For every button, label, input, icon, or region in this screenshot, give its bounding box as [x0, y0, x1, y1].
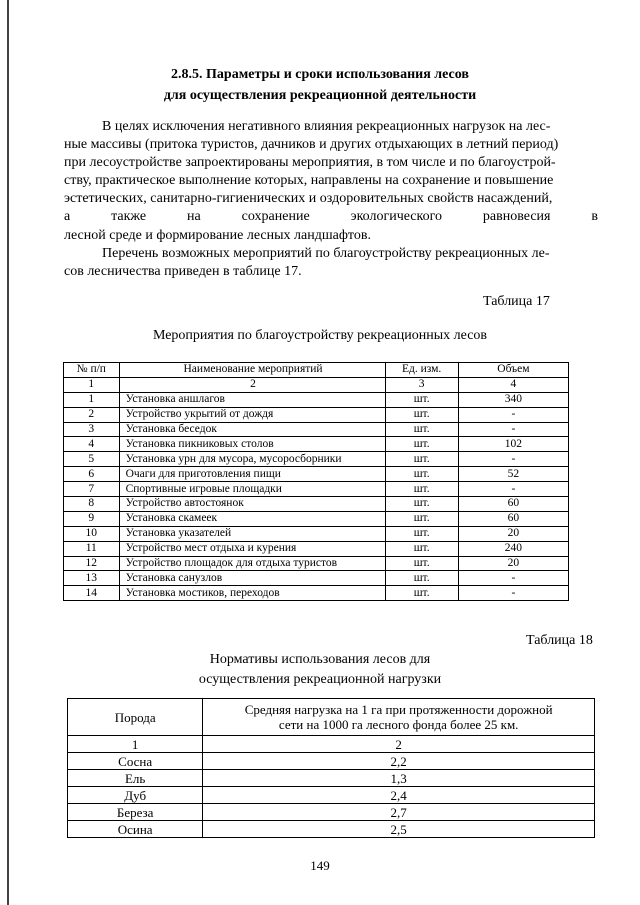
- paragraph-1-line-4: ству, практическое выполнение которых, направлены на сохранение и повышение: [64, 173, 554, 189]
- table-17-cell-name: Устройство укрытий от дождя: [119, 407, 385, 422]
- table-17-header-row: [64, 363, 569, 378]
- paragraph-1-line-3: при лесоустройстве запроектированы мероприятия, в том числе и по благоустрой-: [64, 155, 556, 171]
- table-17-cell-num: 1: [64, 392, 120, 407]
- table-17-cell-num: 2: [64, 407, 120, 422]
- table-17-cell-num: 12: [64, 556, 120, 571]
- table-17-cell-volume: 60: [458, 511, 568, 526]
- table-17-cell-name: Установка санузлов: [119, 571, 385, 586]
- spread-word: экологического: [350, 209, 442, 225]
- column-number: 3: [385, 377, 458, 392]
- table-18-caption-line-1: Нормативы использования лесов для: [209, 652, 431, 667]
- table-18-cell-breed: Сосна: [68, 753, 203, 770]
- column-number: 4: [458, 377, 568, 392]
- table-18-label: Таблица 18: [526, 633, 593, 648]
- table-18-cell-load: 2,2: [203, 753, 595, 770]
- table-17-cell-volume: -: [458, 586, 568, 601]
- spread-word: сохранение: [241, 209, 310, 225]
- table-17-cell-num: 11: [64, 541, 120, 556]
- table-17-cell-unit: шт.: [385, 392, 458, 407]
- table-18-header-load-line-1: Средняя нагрузка на 1 га при протяженности дорожной: [244, 702, 553, 717]
- table-17-cell-num: 13: [64, 571, 120, 586]
- table-17-cell-num: 7: [64, 482, 120, 497]
- table-17-cell-unit: шт.: [385, 571, 458, 586]
- table-17-cell-num: 14: [64, 586, 120, 601]
- page-number: 149: [310, 858, 330, 873]
- table-17-cell-num: 10: [64, 526, 120, 541]
- paragraph-1-line-2: ные массивы (притока туристов, дачников и других отдыхающих в летний период): [64, 137, 559, 153]
- table-17-cell-volume: 60: [458, 497, 568, 512]
- section-heading-line-2: для осуществления рекреационной деятельности: [163, 88, 477, 103]
- table-18-cell-load: 2,5: [203, 821, 595, 838]
- column-number: 2: [203, 736, 595, 753]
- paragraph-2-line-1: Перечень возможных мероприятий по благоустройству рекреационных ле-: [102, 245, 550, 261]
- table-18-header-breed: Порода: [68, 699, 203, 736]
- table-17-cell-unit: шт.: [385, 482, 458, 497]
- paragraph-1-line-5: эстетических, санитарно-гигиенических и оздоровительных свойств насаждений,: [64, 191, 553, 207]
- table-17-header-num: № п/п: [64, 363, 120, 378]
- table-17-cell-num: 9: [64, 511, 120, 526]
- paragraph-1-line-6: [64, 208, 598, 226]
- table-17-cell-name: Очаги для приготовления пищи: [119, 467, 385, 482]
- table-18-header-row: [68, 699, 595, 736]
- table-18-cell-breed: Ель: [68, 770, 203, 787]
- table-17-cell-name: Устройство площадок для отдыха туристов: [119, 556, 385, 571]
- table-17-row: [64, 482, 569, 497]
- table-18-row: [68, 787, 595, 804]
- table-17-label: Таблица 17: [483, 294, 550, 309]
- table-17-cell-unit: шт.: [385, 437, 458, 452]
- table-17-cell-num: 8: [64, 497, 120, 512]
- table-17-cell-num: 4: [64, 437, 120, 452]
- table-17-cell-name: Установка пикниковых столов: [119, 437, 385, 452]
- paragraph-2: [64, 245, 598, 281]
- table-18-row: [68, 821, 595, 838]
- table-18-caption-line-2: осуществления рекреационной нагрузки: [198, 672, 442, 687]
- column-number: 1: [64, 377, 120, 392]
- table-17-cell-volume: 240: [458, 541, 568, 556]
- table-17-cell-unit: шт.: [385, 586, 458, 601]
- table-17-row: [64, 422, 569, 437]
- table-18-cell-load: 2,4: [203, 787, 595, 804]
- table-17-row: [64, 452, 569, 467]
- table-17-row: [64, 437, 569, 452]
- table-17-cell-volume: 102: [458, 437, 568, 452]
- section-heading: [0, 64, 640, 106]
- table-17-caption: Мероприятия по благоустройству рекреационных лесов: [152, 328, 488, 343]
- table-17-cell-unit: шт.: [385, 526, 458, 541]
- table-17-cell-unit: шт.: [385, 511, 458, 526]
- table-17-cell-name: Устройство автостоянок: [119, 497, 385, 512]
- table-17-cell-volume: 340: [458, 392, 568, 407]
- table-17-cell-unit: шт.: [385, 422, 458, 437]
- table-17-cell-name: Установка аншлагов: [119, 392, 385, 407]
- table-17-row: [64, 407, 569, 422]
- spread-word: а: [64, 209, 71, 225]
- table-17-column-numbers-row: [64, 377, 569, 392]
- paragraph-1: [64, 118, 598, 245]
- spread-word: равновесия: [482, 209, 551, 225]
- table-17-cell-unit: шт.: [385, 497, 458, 512]
- table-17-header-unit: Ед. изм.: [385, 363, 458, 378]
- table-17-cell-unit: шт.: [385, 452, 458, 467]
- table-17-row: [64, 571, 569, 586]
- table-18-cell-breed: Дуб: [68, 787, 203, 804]
- table-18-row: [68, 753, 595, 770]
- table-17-cell-volume: -: [458, 452, 568, 467]
- spread-word: на: [187, 209, 201, 225]
- spread-word: также: [111, 209, 147, 225]
- table-17-cell-num: 6: [64, 467, 120, 482]
- table-17-cell-name: Спортивные игровые площадки: [119, 482, 385, 497]
- table-17-cell-volume: -: [458, 422, 568, 437]
- table-18-header-load: [203, 699, 595, 736]
- table-17-cell-volume: 20: [458, 526, 568, 541]
- table-17-row: [64, 392, 569, 407]
- table-17-cell-unit: шт.: [385, 556, 458, 571]
- table-17-row: [64, 526, 569, 541]
- table-17-cell-volume: -: [458, 482, 568, 497]
- table-17-cell-name: Установка указателей: [119, 526, 385, 541]
- table-17-cell-name: Установка урн для мусора, мусоросборники: [119, 452, 385, 467]
- column-number: 2: [119, 377, 385, 392]
- scan-edge-line: [7, 0, 9, 905]
- table-17-cell-volume: 20: [458, 556, 568, 571]
- table-18-row: [68, 770, 595, 787]
- table-17-header-volume: Объем: [458, 363, 568, 378]
- table-17-cell-unit: шт.: [385, 541, 458, 556]
- table-18-column-numbers-row: [68, 736, 595, 753]
- table-18-cell-load: 1,3: [203, 770, 595, 787]
- table-18-header-load-line-2: сети на 1000 га лесного фонда более 25 км.: [278, 717, 519, 732]
- table-17-row: [64, 541, 569, 556]
- table-17-cell-unit: шт.: [385, 407, 458, 422]
- table-17-row: [64, 556, 569, 571]
- paragraph-1-line-7: лесной среде и формирование лесных ландшафтов.: [64, 227, 371, 243]
- table-17-cell-name: Установка скамеек: [119, 511, 385, 526]
- table-17: [63, 362, 569, 601]
- table-17-cell-name: Установка беседок: [119, 422, 385, 437]
- table-17-cell-volume: 52: [458, 467, 568, 482]
- body-text: [64, 118, 598, 281]
- paragraph-1-line-1: В целях исключения негативного влияния рекреационных нагрузок на лес-: [102, 119, 551, 134]
- table-18-cell-load: 2,7: [203, 804, 595, 821]
- column-number: 1: [68, 736, 203, 753]
- table-18: [67, 698, 595, 838]
- table-17-row: [64, 511, 569, 526]
- paragraph-2-line-2: сов лесничества приведен в таблице 17.: [64, 263, 302, 279]
- table-18-cell-breed: Осина: [68, 821, 203, 838]
- table-17-cell-name: Устройство мест отдыха и курения: [119, 541, 385, 556]
- table-17-cell-num: 3: [64, 422, 120, 437]
- spread-word: в: [591, 209, 598, 225]
- section-heading-line-1: 2.8.5. Параметры и сроки использования лесов: [171, 67, 469, 82]
- table-17-cell-volume: -: [458, 571, 568, 586]
- table-17-cell-unit: шт.: [385, 467, 458, 482]
- table-18-row: [68, 804, 595, 821]
- table-18-cell-breed: Береза: [68, 804, 203, 821]
- table-17-cell-name: Установка мостиков, переходов: [119, 586, 385, 601]
- table-17-row: [64, 497, 569, 512]
- table-17-header-name: Наименование мероприятий: [119, 363, 385, 378]
- table-17-cell-num: 5: [64, 452, 120, 467]
- table-17-cell-volume: -: [458, 407, 568, 422]
- table-17-row: [64, 586, 569, 601]
- table-17-row: [64, 467, 569, 482]
